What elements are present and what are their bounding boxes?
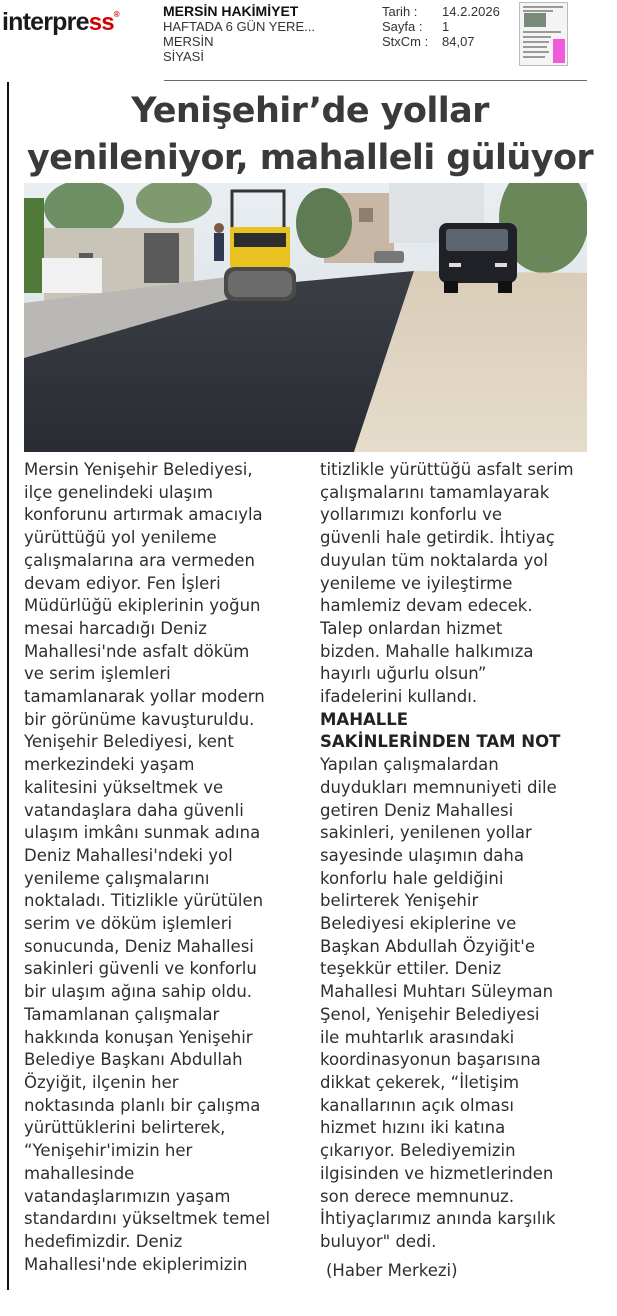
page-value: 1 xyxy=(442,19,450,34)
article-column-2 xyxy=(320,459,592,1254)
date-value: 14.2.2026 xyxy=(442,4,500,19)
publication-city: MERSİN xyxy=(163,34,214,49)
thumbnail-line xyxy=(523,6,563,8)
clipping-margin-line xyxy=(7,82,9,1290)
stxcm-label: StxCm : xyxy=(382,34,429,49)
stxcm-value: 84,07 xyxy=(442,34,475,49)
column-1-paragraph-3: Tamamlanan çalışmalar hakkında konuşan Yenişehir Belediye Başkanı Abdullah Özyiğit, ilçenin her noktasında planlı bir çalışma yürüttüklerini belirterek, “Yenişehir'imizin her mahallesinde vatandaşlarımızın yaşam standardını yükseltmek temel hedefimizdir. Deniz Mahallesi'nde ekiplerimizin xyxy=(24,1004,271,1274)
section-subheading: MAHALLE SAKİNLERİNDEN TAM NOT xyxy=(320,709,561,752)
publication-section: SİYASİ xyxy=(163,49,204,64)
column-1-paragraph-2: Yenişehir Belediyesi, kent merkezindeki yaşam kalitesini yükseltmek ve vatandaşlara daha güvenli ulaşım imkânı sunmak adına Deniz Mahallesi'ndeki yol yenileme çalışmalarını noktaladı. Titizlikle yürütülen serim ve döküm işlemleri sonucunda, Deniz Mahallesi sakinleri güvenli ve konforlu bir ulaşım ağına sahip oldu. xyxy=(24,732,264,1002)
thumbnail-photo xyxy=(524,13,546,27)
column-1-paragraph-1: Mersin Yenişehir Belediyesi, ilçe genelindeki ulaşım konforunu artırmak amacıyla yürüttüğü yol yenileme çalışmalarına ara vermeden devam ediyor. Fen İşleri Müdürlüğü ekiplerinin yoğun mesai harcadığı Deniz Mahallesi'nde asfalt döküm ve serim işlemleri tamamlanarak yollar modern bir görünüme kavuşturuldu. xyxy=(24,460,265,729)
date-label: Tarih : xyxy=(382,4,418,19)
publication-name: MERSİN HAKİMİYET xyxy=(163,3,299,19)
thumbnail-line xyxy=(523,46,547,48)
thumbnail-line xyxy=(523,56,545,58)
publication-frequency: HAFTADA 6 GÜN YERE... xyxy=(163,19,315,34)
thumbnail-line xyxy=(523,31,561,33)
logo-text-accent: ss xyxy=(88,9,114,36)
article-byline: (Haber Merkezi) xyxy=(326,1261,458,1280)
page-label: Sayfa : xyxy=(382,19,423,34)
column-2-paragraph-1: titizlikle yürüttüğü asfalt serim çalışmalarını tamamlayarak yollarımızı konforlu ve güvenli hale getirdik. İhtiyaç duyulan tüm noktalarda yol yenileme ve iyileştirme hamlemiz devam edecek. Talep onlardan hizmet bizden. Mahalle halkımıza hayırlı uğurlu olsun” ifadelerini kullandı. xyxy=(320,460,574,707)
thumbnail-line xyxy=(523,10,553,12)
logo-text: interpre xyxy=(2,8,89,36)
article-photo xyxy=(24,183,587,452)
page-thumbnail[interactable] xyxy=(519,2,568,66)
headline-line-1: Yenişehir’de yollar xyxy=(131,91,489,131)
thumbnail-highlight xyxy=(553,39,565,63)
thumbnail-line xyxy=(523,36,551,38)
thumbnail-line xyxy=(523,41,549,43)
article-column-1 xyxy=(24,459,300,1276)
article-headline xyxy=(10,88,610,182)
thumbnail-line xyxy=(523,51,549,53)
headline-line-2: yenileniyor, mahalleli gülüyor xyxy=(26,138,594,178)
logo-registered-mark: ® xyxy=(113,10,119,19)
column-2-paragraph-2: Yapılan çalışmalardan duydukları memnuniyeti dile getiren Deniz Mahallesi sakinleri, yenilenen yollar sayesinde ulaşımın daha konforlu hale geldiğini belirterek Yenişehir Belediyesi ekiplerine ve Başkan Abdullah Özyiğit'e teşekkür ettiler. Deniz Mahallesi Muhtarı Süleyman Şenol, Yenişehir Belediyesi ile muhtarlık arasındaki koordinasyonun başarısına dikkat çekerek, “İletişim kanallarının açık olması hizmet hızını iki katına çıkarıyor. Belediyemizin ilgisinden ve hizmetlerinden son derece memnunuz. İhtiyaçlarımız anında karşılık buluyor" dedi. xyxy=(320,755,557,1251)
interpress-logo xyxy=(2,8,119,37)
header-divider xyxy=(164,80,587,81)
